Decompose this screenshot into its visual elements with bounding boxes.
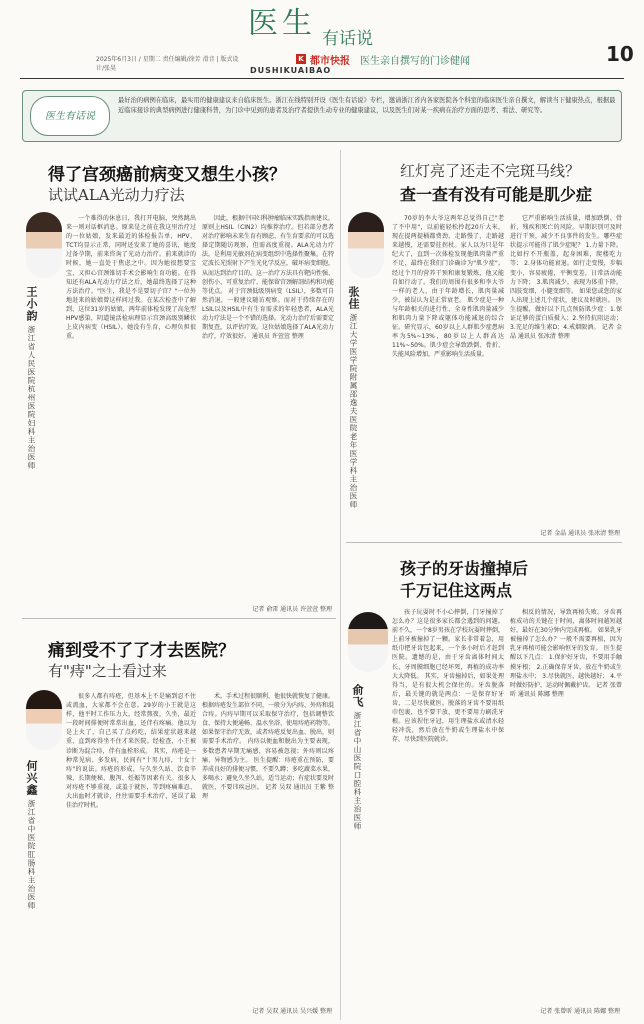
doctor-4-title: 浙江省中山医院口腔科主治医师 bbox=[353, 711, 362, 831]
doctor-1-avatar bbox=[26, 212, 62, 278]
column-tagline: 医生亲自撰写的门诊健闻 bbox=[360, 56, 470, 67]
newspaper-logo-icon: K bbox=[296, 54, 306, 64]
article-3-column-2: 术。手术过程很顺利，他很快就恢复了健康。 根据痔疮发生部位不同，一般分为内痔、外痔和混合痔。内痔早期可以采取保守治疗，包括调整饮食、保持大便通畅、温水坐浴、使用痔疮药物等。如果保守治疗无效，或者痔疮反复出血、脱出，则需要手术治疗。 内痔以便血和脱出为主要表现，多数患者早期无痛感，容易被忽视；外痔则以疼痛、异物感为主。 医生提醒：痔疮重在预防，要养成良好的排便习惯，不要久蹲；多吃蔬菜水果，多喝水；避免久坐久站，适当运动；有症状要及时就医，不要讳疾忌医。 记者 吴双 通讯员 王紫 整理 bbox=[202, 693, 334, 801]
edition-meta: 2025年6月3日 / 星期二 责任编辑/徐芳 滑音 | 版式设计/张昊 bbox=[96, 56, 239, 72]
doctor-2-byline bbox=[348, 286, 358, 526]
article-3-subhead: 有"痔"之士看过来 bbox=[48, 662, 167, 680]
column-divider bbox=[340, 150, 341, 1020]
doctor-2-title: 浙江大学医学院附属邵逸夫医院老年医学科主治医师 bbox=[349, 313, 358, 509]
article-1-headline: 得了宫颈癌前病变又想生小孩？ bbox=[48, 165, 286, 185]
doctor-1-byline bbox=[26, 286, 36, 476]
section-subtitle: 有话说 bbox=[322, 29, 373, 49]
article-1-subhead: 试试ALA光动力疗法 bbox=[48, 186, 185, 204]
section-divider bbox=[346, 542, 622, 543]
article-2-column-1: 70岁的李大爷这两年总觉得自己"老了不中用"，以前能轻松拎起20斤大米，现在提两提桶都费劲，走路慢了，走路越来越慢，还需要拄拐杖。家人以为只是年纪大了，直到一次体检发现他肌肉量严重不足，最终在我们门诊确诊为"肌少症"。经过个月的营养干预和康复锻炼，他又能自如行动了。我们的周围有很多和李大爷一样的老人，由于年龄增长，肌肉量减少，被误认为是正常衰老。 肌少症是一种与年龄相关的进行性、全身性肌肉量减少和肌肉力量下降或躯体功能减退的综合征。研究显示，60岁以上人群肌少症患病率为5%~13%，80岁以上人群高达11%~50%。肌少症会导致跌倒、骨折、失能风险增加，严重影响生活质量。 bbox=[392, 215, 504, 359]
section-title: 医生 bbox=[248, 6, 316, 41]
intro-text: 最好治的病例在临床，最实用的健康建议来自临床医生。浙江在线特别开设《医生有话说》专栏，邀请浙江省内各家医院各个科室的临床医生亲自撰文，解读当下健康热点，根据最近临床接诊的典型病例进行健康科普，为门诊中见到的患者及治疗者提供生动专业的健康建议，以及医生们对某一疾病在治疗方面的思考、看法、研究等。 bbox=[118, 97, 616, 114]
doctor-2-name: 张佳 bbox=[347, 286, 360, 310]
article-3-headline: 痛到受不了了才去医院？ bbox=[48, 641, 235, 661]
article-1-credit: 记者 俞雷 通讯员 许萱萱 整理 bbox=[252, 606, 332, 613]
column-badge: 医生有话说 bbox=[30, 96, 110, 136]
section-divider bbox=[22, 618, 336, 619]
article-4-headline-top: 孩子的牙齿撞掉后 bbox=[400, 559, 529, 578]
doctor-4-name: 俞飞 bbox=[351, 684, 364, 708]
header-divider bbox=[20, 78, 624, 79]
newspaper-pinyin: DUSHIKUAIBAO bbox=[250, 66, 332, 75]
article-2-column-2: 它严重影响生活质量，增加跌倒、骨折、残疾和死亡的风险。早期识别可及时进行干预，减少不良事件的发生。哪些症状提示可能得了肌少症呢？ 1.力量下降。比如拧不开瓶盖，起身困难，爬楼吃力等； 2.身体功能衰退。如行走变慢，步幅变小，容易疲倦，平衡变差，日常活动能力下降； 3.肌肉减少。表现为体重下降，四肢变细，小腿变细等。 如果您或您的家人出现上述几个症状，建议及时就医。 医生提醒，做好以下几点预防肌少症：1.保证足够的蛋白质摄入；2.坚持抗阻运动；3.充足的维生素D；4.戒烟限酒。 记者 金晶 通讯员 张冰清 整理 bbox=[510, 215, 622, 341]
article-1-column-2: 因此，根据中国妇科肿瘤临床实践指南建议，原则上HSIL（CIN2）均推荐治疗。但若部分患者对治疗影响未来生育有顾虑、有生育要求的可以选择定期随访观察，但需高度重视。ALA光动力疗法，是利用光敏剂在病变组织中选择性聚集，在特定波长光照射下产生光化学反应，破坏病变细胞，从而达到治疗目的。这一治疗方法具有靶向性强、创伤小、可重复治疗、能保留宫颈解剖结构和功能等优点。 对于宫颈低级别病变（LSIL），多数可自然消退，一般建议随访观察。而对于持续存在的LSIL以及HSIL中有生育需求的年轻患者，ALA光动力疗法是一个不错的选择。光动力治疗后需要定期复查，以评估疗效。这位姑娘选择了ALA光动力治疗，疗效很好。 通讯员 许萱萱 整理 bbox=[202, 215, 334, 341]
doctor-3-name: 何兴鑫 bbox=[25, 760, 38, 796]
doctor-4-byline bbox=[352, 684, 362, 914]
article-1-column-1: 一个难得的休息日，我打开电脑，突然跳出来一则对话框消息。原来是之前在我这里治疗过的一位姑娘，发来最近的体检报告单，HPV、TCT均显示正常，同时还发来了她的喜讯，她度过备孕期，前来咨询了光动力治疗。前来就诊的时候，她一直处于焦虑之中。因为她很想要宝宝，又担心宫颈锥切手术会影响生育功能。在得知还有ALA光动力疗法之后，她最终选择了这种方法治疗。"医生，我是不是要切子宫？"一位外地赶来的姑娘曾这样问过我。在某次检查中了解到，这位31岁的姑娘，两年前体检发现了高危型HPV感染，阴道镜活检病理显示宫颈高级别鳞状上皮内病变（HSIL）。她没有生育，心理负担很重。 bbox=[66, 215, 196, 341]
article-3-credit: 记者 吴双 通讯员 吴兴媛 整理 bbox=[252, 1008, 332, 1015]
article-2-headline-bottom: 查一查有没有可能是肌少症 bbox=[400, 185, 593, 204]
article-4-column-2: 相反的情况，导致再植失败。牙齿再植成功的关键在于时间，离体时间越短越好，最好在30分钟内完成再植。 如果乳牙被撞掉了怎么办？一般不需要再植，因为乳牙再植可能会影响恒牙的发育。 医生提醒以下几点： 1.保护好牙齿，不要用手触摸牙根； 2.正确保存牙齿，放在牛奶或生理盐水中； 3.尽快就医，越快越好； 4.平时做好防护，运动时佩戴护齿。 记者 张曾昕 通讯员 陈娜 整理 bbox=[510, 609, 622, 698]
page-number: 10 bbox=[606, 42, 634, 66]
doctor-3-avatar bbox=[26, 690, 62, 750]
doctor-4-avatar bbox=[348, 612, 388, 672]
article-2-headline-top: 红灯亮了还走不完斑马线？ bbox=[400, 162, 581, 180]
newspaper-brand: 都市快报 bbox=[310, 56, 350, 67]
doctor-3-byline bbox=[26, 760, 36, 960]
article-4-column-1: 孩子玩耍时不小心摔倒，门牙撞掉了怎么办？这是很多家长都会遇到的问题。前不久，一个8岁男孩在学校玩耍时摔倒，上前牙被撞掉了一颗。家长非常着急，用纸巾把牙齿包起来，一个多小时后才赶到医院。遗憾的是，由于牙齿离体时间太长，牙周膜细胞已经坏死，再植的成功率大大降低。 其实，牙齿撞掉后，如果处理得当，是有很大机会保住的。牙齿脱落后，最关键的就是两点：一是保存好牙齿，二是尽快就医。脱落的牙齿不要用纸巾包裹，也不要干放，更不要用力刷洗牙根。应该捏住牙冠，用生理盐水或清水轻轻冲洗，然后放在牛奶或生理盐水中保存，尽快到医院就诊。 bbox=[392, 609, 504, 744]
article-4-credit: 记者 张曾昕 通讯员 陈娜 整理 bbox=[540, 1008, 620, 1015]
doctor-1-title: 浙江省人民医院杭州医院妇科主治医师 bbox=[27, 325, 36, 470]
article-4-headline-bottom: 千万记住这两点 bbox=[400, 581, 513, 600]
doctor-1-name: 王小韵 bbox=[25, 286, 38, 322]
doctor-2-avatar bbox=[348, 212, 384, 278]
article-2-credit: 记者 金晶 通讯员 张冰清 整理 bbox=[540, 530, 620, 537]
article-3-column-1: 很多人都有痔疮，但基本上不是痛到忍不住或流血，大家都不会在意。29岁的小王就是这样，他平时工作压力大，经常熬夜，久坐，最近一段时间排便时常常出血，还伴有疼痛。他以为是上火了，自己买了点药吃，结果症状越来越重，直到疼得坐不住才来医院。经检查，小王被诊断为混合痔，伴有血栓形成。 其实，痔疮是一种常见病、多发病，民间有"十男九痔，十女十痔"的说法。痔疮的形成，与久坐久站、饮食辛辣、长期便秘、腹泻、妊娠等因素有关。很多人对痔疮不够重视，或羞于就医，等到疼痛难忍、大出血时才就诊，往往需要手术治疗，延误了最佳治疗时机。 bbox=[66, 693, 196, 810]
doctor-3-title: 浙江省中医院肛肠科主治医师 bbox=[27, 799, 36, 910]
